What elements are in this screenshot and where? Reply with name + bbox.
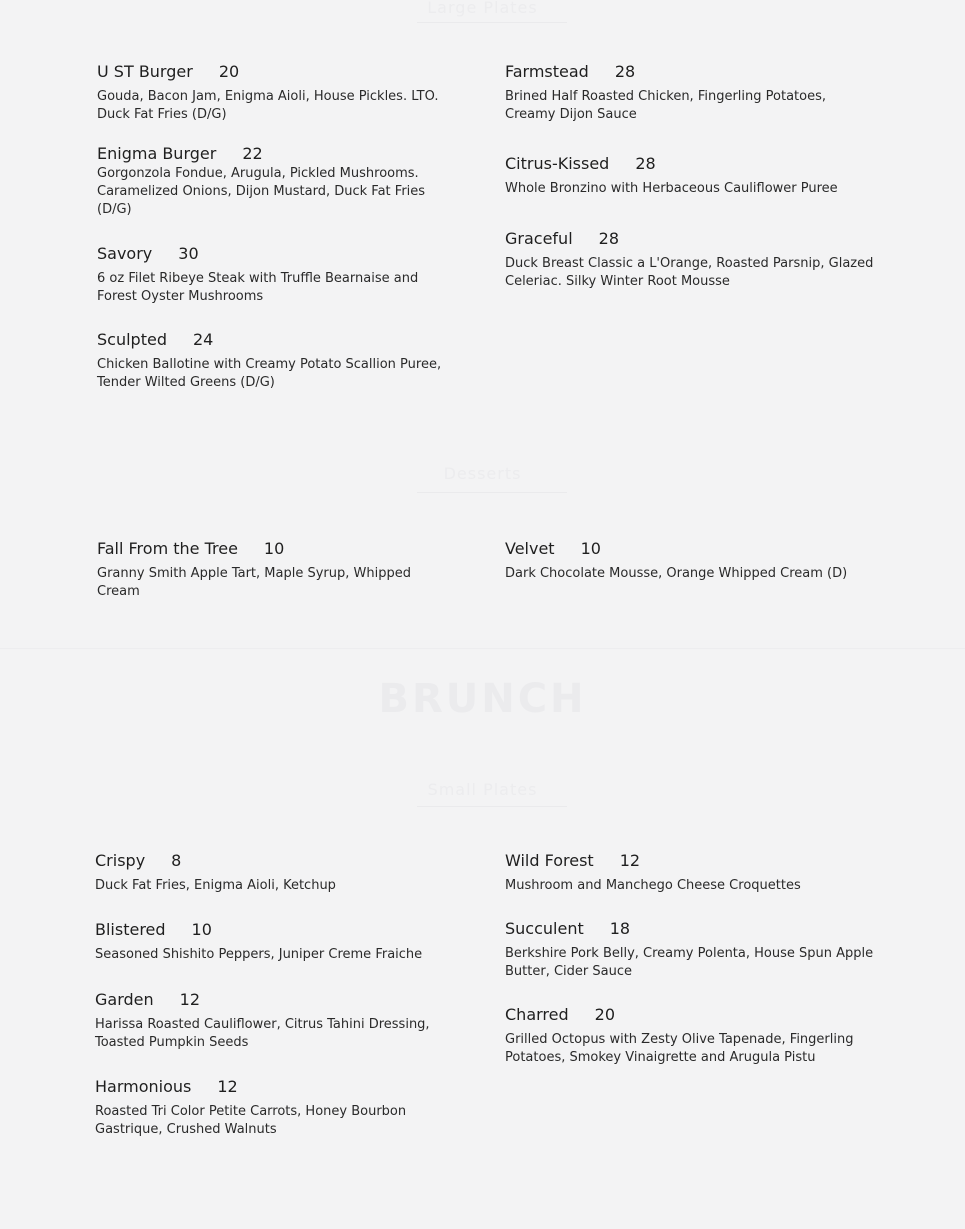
item-price: 20 xyxy=(594,1005,615,1024)
item-description: Roasted Tri Color Petite Carrots, Honey Bourbon Gastrique, Crushed Walnuts xyxy=(95,1104,407,1137)
item-description: Granny Smith Apple Tart, Maple Syrup, Whipped Cream xyxy=(97,566,411,599)
menu-item xyxy=(97,144,457,219)
item-name: Crispy xyxy=(95,851,146,870)
menu-item xyxy=(95,1077,455,1139)
item-price: 8 xyxy=(171,851,182,870)
section-heading-desserts: Desserts xyxy=(443,464,522,483)
item-description: Duck Breast Classic a L'Orange, Roasted Parsnip, Glazed Celeriac. Silky Winter Root Mousse xyxy=(505,256,874,289)
menu-item xyxy=(505,229,875,291)
item-description: Gorgonzola Fondue, Arugula, Pickled Mushrooms. Caramelized Onions, Dijon Mustard, Duck Fat Fries (D/G) xyxy=(97,166,426,217)
item-price: 24 xyxy=(192,330,214,349)
menu-item xyxy=(97,330,457,392)
item-description: Harissa Roasted Cauliflower, Citrus Tahini Dressing, Toasted Pumpkin Seeds xyxy=(95,1017,430,1050)
item-description: Duck Fat Fries, Enigma Aioli, Ketchup xyxy=(95,878,336,893)
menu-item xyxy=(505,919,875,981)
menu-item xyxy=(505,539,875,583)
item-name: Enigma Burger xyxy=(97,144,217,163)
item-name: Savory xyxy=(97,244,153,263)
menu-item xyxy=(95,920,455,964)
item-name: Fall From the Tree xyxy=(97,539,238,558)
item-description: Whole Bronzino with Herbaceous Cauliflower Puree xyxy=(505,181,838,196)
item-description: Chicken Ballotine with Creamy Potato Scallion Puree, Tender Wilted Greens (D/G) xyxy=(97,357,442,390)
item-description: Brined Half Roasted Chicken, Fingerling Potatoes, Creamy Dijon Sauce xyxy=(505,89,826,122)
heading-divider xyxy=(417,492,567,493)
item-name: Blistered xyxy=(95,920,166,939)
menu-item xyxy=(505,62,875,124)
item-price: 12 xyxy=(217,1077,238,1096)
item-description: Berkshire Pork Belly, Creamy Polenta, House Spun Apple Butter, Cider Sauce xyxy=(505,946,874,979)
item-price: 20 xyxy=(218,62,240,81)
item-name: Farmstead xyxy=(505,62,589,81)
item-name: Graceful xyxy=(505,229,573,248)
item-name: U ST Burger xyxy=(97,62,193,81)
item-price: 28 xyxy=(635,154,656,173)
item-name: Sculpted xyxy=(97,330,167,349)
item-price: 10 xyxy=(263,539,285,558)
item-description: Dark Chocolate Mousse, Orange Whipped Cream (D) xyxy=(505,566,848,581)
item-price: 30 xyxy=(178,244,199,263)
item-description: Seasoned Shishito Peppers, Juniper Creme Fraiche xyxy=(95,947,423,962)
menu-item xyxy=(97,62,457,124)
item-description: Grilled Octopus with Zesty Olive Tapenade, Fingerling Potatoes, Smokey Vinaigrette and Arugula Pistu xyxy=(505,1032,854,1065)
item-price: 18 xyxy=(609,919,631,938)
menu-item xyxy=(97,539,457,601)
menu-item xyxy=(95,851,455,895)
item-price: 28 xyxy=(614,62,636,81)
menu-item xyxy=(505,154,875,198)
item-price: 10 xyxy=(191,920,212,939)
item-description: Gouda, Bacon Jam, Enigma Aioli, House Pickles. LTO. Duck Fat Fries (D/G) xyxy=(97,89,439,122)
menu-item xyxy=(505,851,875,895)
item-description: Mushroom and Manchego Cheese Croquettes xyxy=(505,878,801,893)
item-price: 22 xyxy=(242,144,263,163)
item-price: 10 xyxy=(580,539,601,558)
menu-item xyxy=(505,1005,875,1067)
item-price: 28 xyxy=(598,229,619,248)
item-price: 12 xyxy=(619,851,641,870)
section-heading-brunch: BRUNCH xyxy=(378,676,587,722)
item-name: Charred xyxy=(505,1005,569,1024)
item-name: Harmonious xyxy=(95,1077,192,1096)
section-heading-mains: Large Plates xyxy=(427,0,538,17)
section-heading-small-plates: Small Plates xyxy=(427,780,538,799)
item-name: Citrus-Kissed xyxy=(505,154,610,173)
item-price: 12 xyxy=(179,990,200,1009)
section-divider xyxy=(0,648,965,649)
heading-divider xyxy=(417,22,567,23)
item-name: Velvet xyxy=(505,539,555,558)
item-name: Garden xyxy=(95,990,154,1009)
menu-item xyxy=(95,990,455,1052)
item-name: Wild Forest xyxy=(505,851,594,870)
item-description: 6 oz Filet Ribeye Steak with Truffle Bearnaise and Forest Oyster Mushrooms xyxy=(97,271,419,304)
heading-divider xyxy=(417,806,567,807)
item-name: Succulent xyxy=(505,919,584,938)
menu-item xyxy=(97,244,457,306)
